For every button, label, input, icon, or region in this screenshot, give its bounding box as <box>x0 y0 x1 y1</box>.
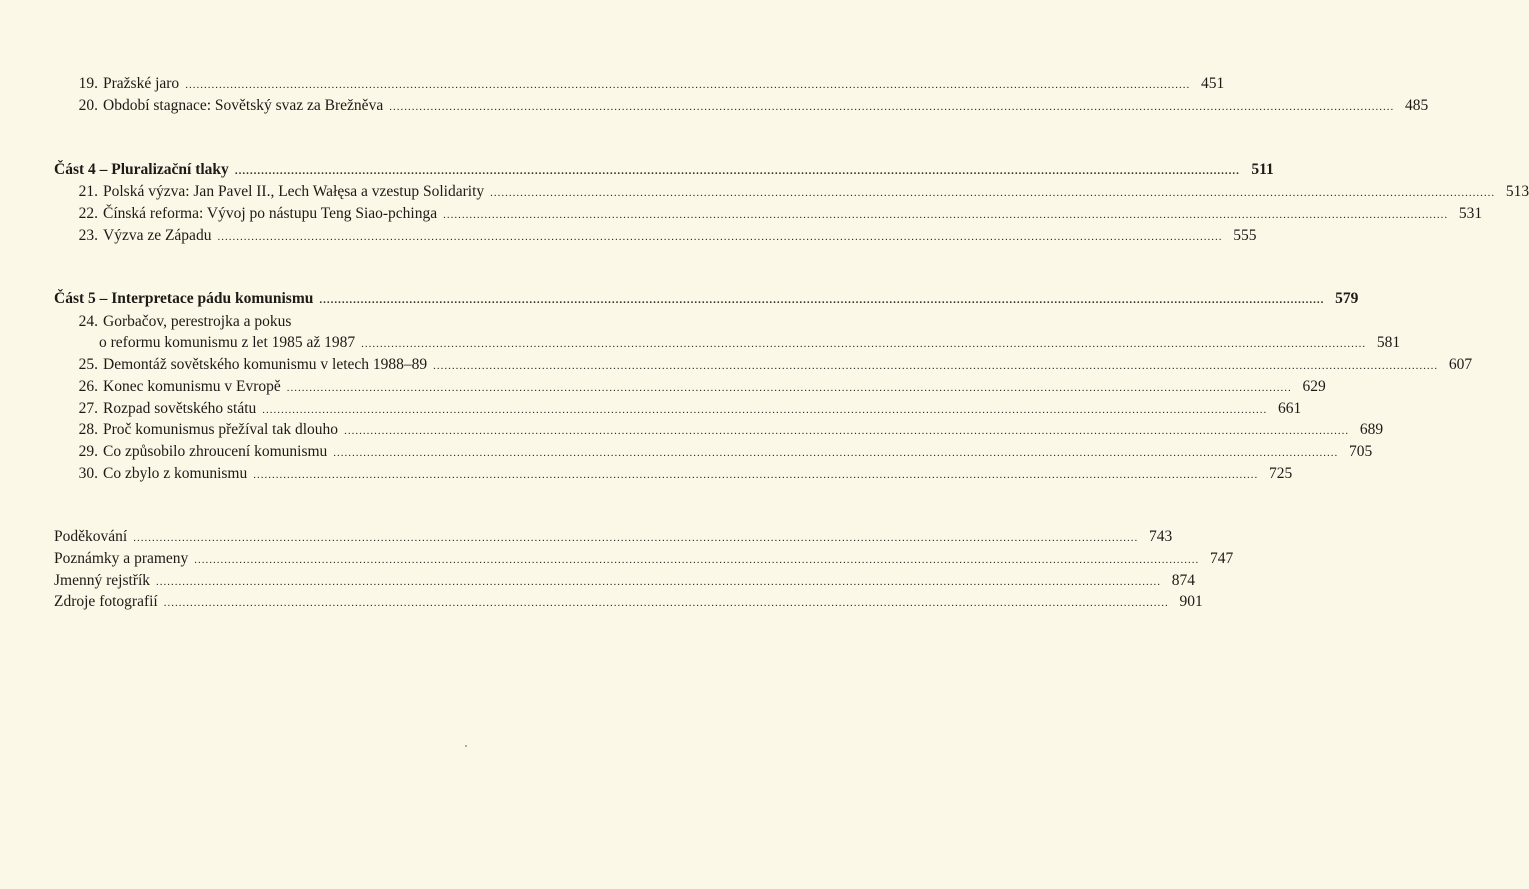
chapter-title-continued: o reformu komunismu z let 1985 až 1987 <box>99 334 356 351</box>
toc-entry-21[interactable] <box>54 181 1529 203</box>
dot-leader <box>344 420 1349 442</box>
chapter-title: Čínská reforma: Vývoj po nástupu Teng Siao-pchinga <box>103 205 438 222</box>
page-number: 661 <box>1278 400 1302 417</box>
chapter-title: Rozpad sovětského státu <box>103 400 257 417</box>
dot-leader <box>490 182 1495 204</box>
toc-entry-acknowledgements[interactable] <box>54 526 1173 548</box>
page-number: 747 <box>1210 550 1234 567</box>
chapter-title: Polská výzva: Jan Pavel II., Lech Wałęsa a vzestup Solidarity <box>103 183 485 200</box>
toc-entry-notes[interactable] <box>54 548 1234 570</box>
chapter-number: 25. <box>78 356 98 373</box>
toc-entry-19[interactable] <box>54 73 1225 95</box>
chapter-number: 28. <box>78 421 98 438</box>
page-number: 743 <box>1148 528 1173 545</box>
dot-leader <box>433 355 1438 377</box>
chapter-number: 24. <box>78 313 98 330</box>
toc-part-4[interactable] <box>54 159 1274 181</box>
toc-entry-27[interactable] <box>54 398 1302 420</box>
chapter-title: Co způsobilo zhroucení komunismu <box>103 443 328 460</box>
page-number: 629 <box>1302 378 1326 395</box>
page-number: 725 <box>1268 465 1293 482</box>
page-number: 874 <box>1171 572 1195 589</box>
backmatter-title: Poznámky a prameny <box>54 550 189 567</box>
page-number: 579 <box>1335 290 1359 307</box>
toc-entry-24-continued[interactable] <box>99 332 1401 354</box>
page-number: 705 <box>1349 443 1373 460</box>
toc-entry-25[interactable] <box>54 354 1473 376</box>
chapter-title: Demontáž sovětského komunismu v letech 1988–89 <box>103 356 428 373</box>
chapter-number: 27. <box>78 400 98 417</box>
dot-leader <box>443 204 1448 226</box>
page-number: 531 <box>1458 205 1483 222</box>
backmatter-title: Jmenný rejstřík <box>54 572 150 589</box>
toc-entry-22[interactable] <box>54 203 1483 225</box>
dot-leader <box>262 399 1267 421</box>
page-number: 513 <box>1505 183 1529 200</box>
chapter-title: Výzva ze Západu <box>103 227 212 244</box>
chapter-title: Období stagnace: Sovětský svaz za Brežněva <box>103 97 384 114</box>
toc-entry-26[interactable] <box>54 376 1326 398</box>
part-title: Část 4 – Pluralizační tlaky <box>54 161 229 178</box>
chapter-number: 30. <box>78 465 98 482</box>
page-number: 581 <box>1376 334 1401 351</box>
dot-leader <box>253 464 1258 486</box>
page-number: 901 <box>1179 593 1203 610</box>
chapter-title: Gorbačov, perestrojka a pokus <box>103 313 292 330</box>
page-number: 689 <box>1359 421 1384 438</box>
page-number: 511 <box>1251 161 1274 178</box>
chapter-title: Co zbylo z komunismu <box>103 465 248 482</box>
page-number: 555 <box>1233 227 1257 244</box>
dot-leader <box>319 289 1324 311</box>
chapter-title: Pražské jaro <box>103 75 180 92</box>
page-number: 485 <box>1404 97 1429 114</box>
backmatter-title: Zdroje fotografií <box>54 593 158 610</box>
toc-entry-20[interactable] <box>54 95 1429 117</box>
toc-part-5[interactable] <box>54 288 1359 310</box>
dot-leader <box>389 96 1394 118</box>
toc-entry-29[interactable] <box>54 441 1373 463</box>
chapter-number: 20. <box>78 97 98 114</box>
toc-entry-24[interactable] <box>54 311 566 333</box>
chapter-number: 29. <box>78 443 98 460</box>
paper-speck <box>465 745 467 747</box>
chapter-title: Konec komunismu v Evropě <box>103 378 281 395</box>
chapter-number: 23. <box>78 227 98 244</box>
dot-leader <box>185 74 1190 96</box>
chapter-number: 26. <box>78 378 98 395</box>
dot-leader <box>194 549 1199 571</box>
chapter-number: 21. <box>78 183 98 200</box>
dot-leader <box>156 571 1161 593</box>
dot-leader <box>133 527 1138 549</box>
dot-leader <box>235 160 1240 182</box>
backmatter-title: Poděkování <box>54 528 128 545</box>
toc-entry-23[interactable] <box>54 225 1257 247</box>
dot-leader <box>217 226 1222 248</box>
part-title: Část 5 – Interpretace pádu komunismu <box>54 290 314 307</box>
page-number: 607 <box>1448 356 1473 373</box>
toc-entry-index[interactable] <box>54 570 1195 592</box>
chapter-number: 19. <box>78 75 98 92</box>
chapter-number: 22. <box>78 205 98 222</box>
toc-entry-photo-sources[interactable] <box>54 591 1203 613</box>
toc-entry-30[interactable] <box>54 463 1293 485</box>
dot-leader <box>164 592 1169 614</box>
dot-leader <box>287 377 1292 399</box>
chapter-title: Proč komunismus přežíval tak dlouho <box>103 421 339 438</box>
dot-leader <box>361 333 1366 355</box>
page-number: 451 <box>1200 75 1225 92</box>
toc-entry-28[interactable] <box>54 419 1384 441</box>
dot-leader <box>333 442 1338 464</box>
